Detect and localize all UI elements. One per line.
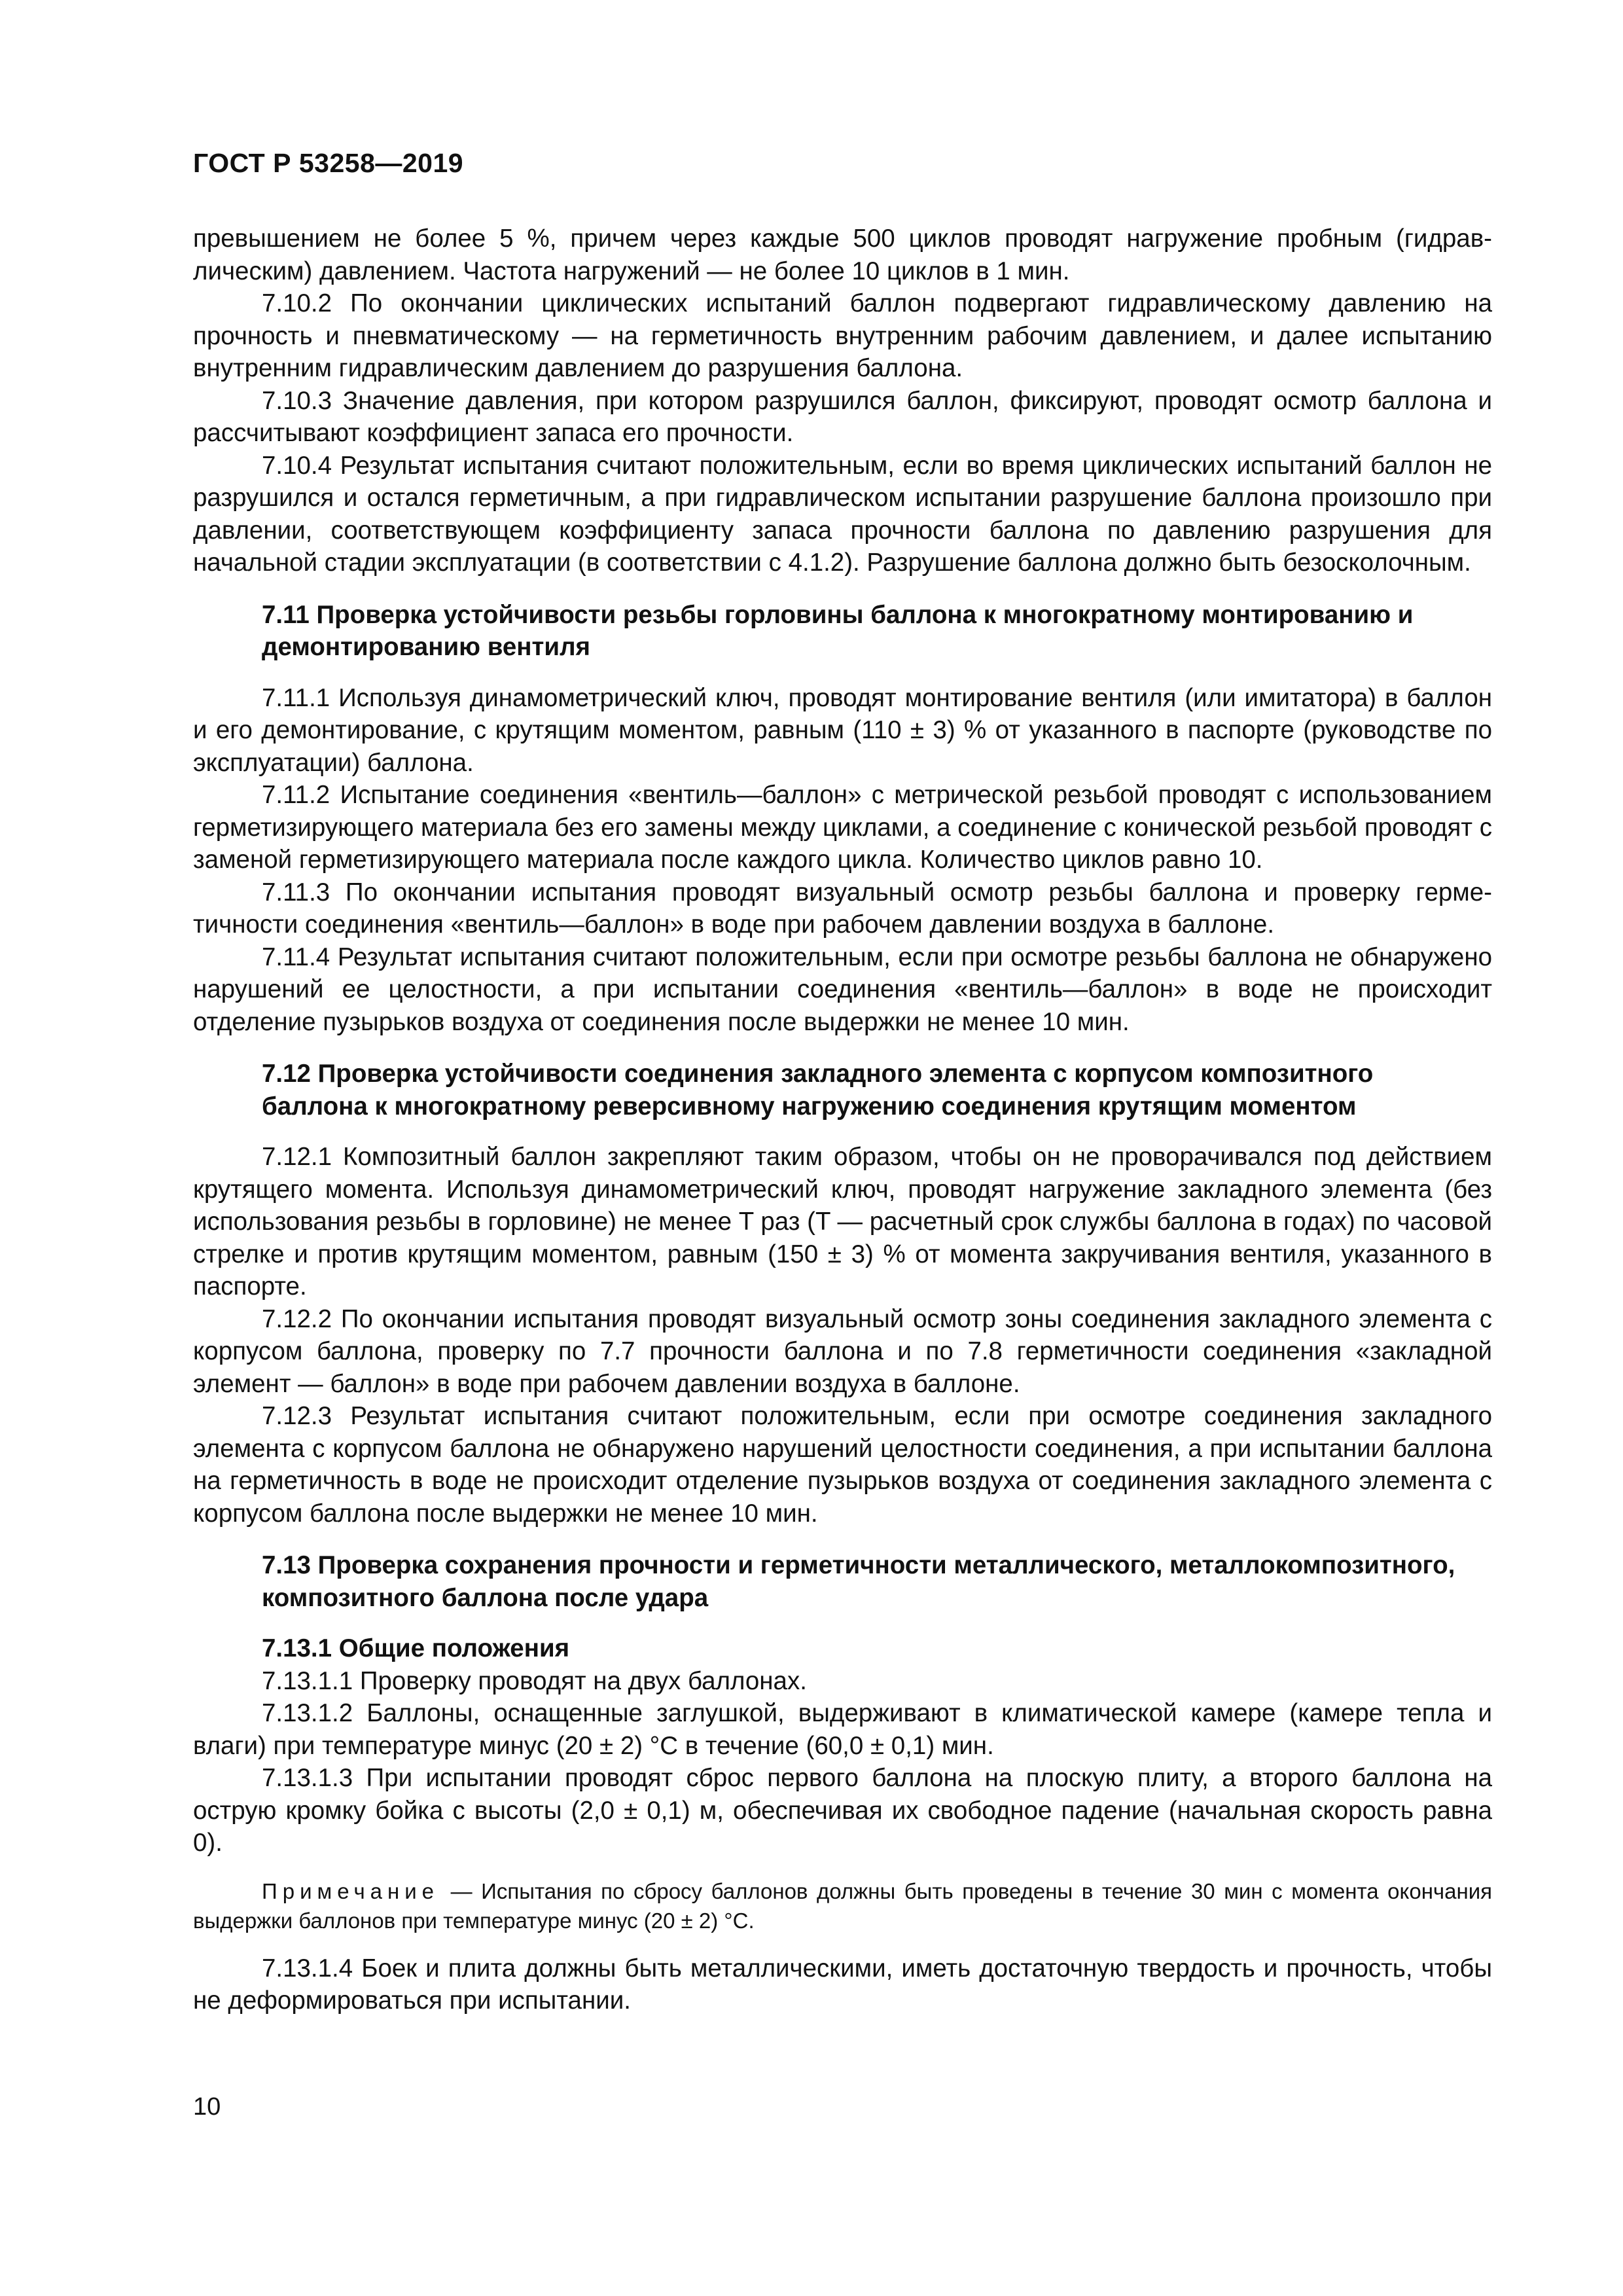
document-page — [193, 0, 1492, 2296]
paragraph-7-10-2: 7.10.2 По окончании циклических испытаний баллон подвергают гидравлическому давлению на прочность и пневматическому — на герметичность внутренним рабочим давлением, и далее испытанию внутренним гидравлическим давлением до разрушения баллона. — [193, 289, 1492, 382]
paragraph-7-11-4: 7.11.4 Результат испытания считают положительным, если при осмотре резьбы баллона не обнаружено нарушений ее целостности, а при испытании соединения «вентиль—баллон» в воде не происходит отделение пузырьков воздуха от соединения после выдержки не менее 10 мин. — [193, 942, 1492, 1036]
paragraph-7-11-3: 7.11.3 По окончании испытания проводят визуальный осмотр резьбы баллона и проверку герметичности соединения «вентиль—баллон» в воде при рабочем давлении воздуха в баллоне. — [193, 878, 1492, 939]
standard-designation: ГОСТ Р 53258—2019 — [193, 148, 464, 178]
paragraph-7-13-1-1: 7.13.1.1 Проверку проводят на двух баллонах. — [262, 1666, 807, 1695]
note-label: Примечание — [262, 1878, 440, 1903]
paragraph-7-13-1-2: 7.13.1.2 Баллоны, оснащенные заглушкой, выдерживают в климатической камере (камере тепла и влаги) при температуре минус (20 ± 2) °С в течение (60,0 ± 0,1) мин. — [193, 1699, 1492, 1760]
section-heading-7-13: 7.13 Проверка сохранения прочности и герметичности металлического, металлокомпозитного, композитного баллона после удара — [262, 1551, 1455, 1612]
subsection-heading-7-13-1: 7.13.1 Общие положения — [262, 1634, 570, 1662]
paragraph-7-10-3: 7.10.3 Значение давления, при котором разрушился баллон, фиксируют, проводят осмотр баллона и рассчитывают коэффициент запаса его прочности. — [193, 386, 1492, 447]
note — [193, 1876, 1492, 1935]
note-text: — Испытания по сбросу баллонов должны быть проведены в течение 30 мин с момента окончания выдержки баллонов при температуре минус (20 ± 2) °С. — [193, 1878, 1492, 1933]
paragraph-continuation: превышением не более 5 %, причем через каждые 500 циклов проводят нагружение пробным (гидравлическим) давлением. Частота нагружений — не более 10 циклов в 1 мин. — [193, 224, 1492, 285]
paragraph-7-12-1: 7.12.1 Композитный баллон закрепляют таким образом, чтобы он не проворачивался под действием крутящего момента. Используя динамометрический ключ, проводят нагружение закладного элемента (без использования резьбы в горловине) не менее T раз (T — расчетный срок службы баллона в годах) по часовой стрелке и против крутящим моментом, равным (150 ± 3) % от момента закручивания вентиля, указанного в паспорте. — [193, 1143, 1492, 1300]
paragraph-7-12-3: 7.12.3 Результат испытания считают положительным, если при осмотре соединения закладного элемента с корпусом баллона не обнаружено нарушений целостности соединения, а при испытании баллона на герметичность в воде не происходит отделение пузырьков воздуха от соединения закладного элемента с корпусом баллона после выдержки не менее 10 мин. — [193, 1402, 1492, 1528]
section-heading-7-11: 7.11 Проверка устойчивости резьбы горловины баллона к многократному монтированию и демонтированию вентиля — [262, 600, 1414, 661]
section-heading-7-12: 7.12 Проверка устойчивости соединения закладного элемента с корпусом композитного баллона к многократному реверсивному нагружению соединения крутящим моментом — [262, 1060, 1374, 1121]
paragraph-7-12-2: 7.12.2 По окончании испытания проводят визуальный осмотр зоны соединения закладного элемента с корпусом баллона, проверку по 7.7 прочности баллона и по 7.8 герметичности соединения «закладной элемент — баллон» в воде при рабочем давлении воздуха в баллоне. — [193, 1304, 1492, 1398]
paragraph-7-11-2: 7.11.2 Испытание соединения «вентиль—баллон» с метрической резьбой проводят с использованием герметизирующего материала без его замены между циклами, а соединение с конической резьбой проводят с заменой герметизирующего материала после каждого цикла. Количество циклов равно 10. — [193, 781, 1492, 874]
paragraph-7-13-1-3: 7.13.1.3 При испытании проводят сброс первого баллона на плоскую плиту, а второго баллона на острую кромку бойка с высоты (2,0 ± 0,1) м, обеспечивая их свободное падение (начальная скорость равна 0). — [193, 1764, 1492, 1857]
paragraph-7-10-4: 7.10.4 Результат испытания считают положительным, если во время циклических испытаний баллон не разрушился и остался герметичным, а при гидравлическом испытании разрушение баллона произошло при давлении, соответствующем коэффициенту запаса прочности баллона по давлению разрушения для начальной стадии эксплуатации (в соответствии с 4.1.2). Разрушение баллона должно быть безосколочным. — [193, 451, 1492, 577]
paragraph-7-13-1-4: 7.13.1.4 Боек и плита должны быть металлическими, иметь достаточную твердость и прочность, чтобы не деформироваться при испытании. — [193, 1954, 1492, 2015]
document-body — [193, 223, 1492, 2017]
page-number: 10 — [193, 2093, 221, 2121]
paragraph-7-11-1: 7.11.1 Используя динамометрический ключ, проводят монтирование вентиля (или имитатора) в баллон и его демонтирование, с крутящим моментом, равным (110 ± 3) % от указанного в паспорте (руководстве по эксплуатации) баллона. — [193, 683, 1492, 777]
